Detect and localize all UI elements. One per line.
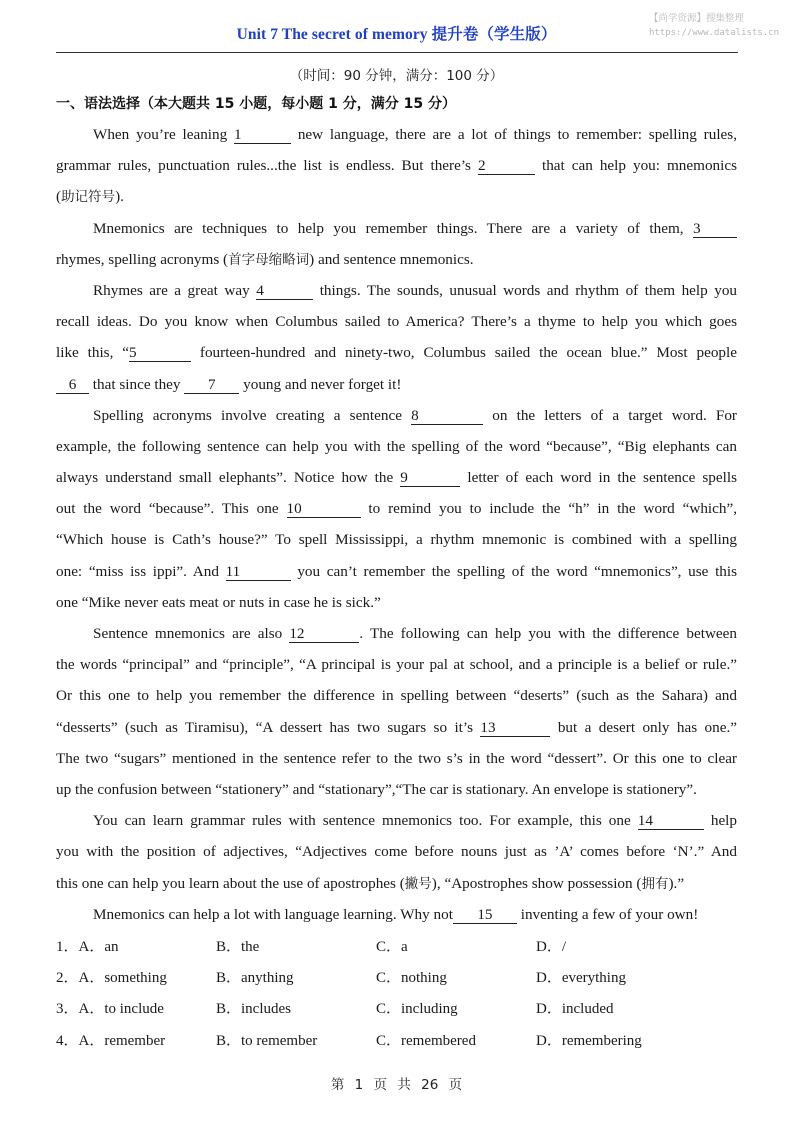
passage-line: the words “principal” and “principle”, “A principal is your pal at school, and a principle is a belief or rule.” bbox=[56, 656, 737, 674]
question-row bbox=[56, 963, 737, 994]
option-d[interactable]: D．remembering bbox=[536, 1032, 642, 1049]
watermark-url: https://www.datalists.cn bbox=[648, 28, 779, 38]
question-row bbox=[56, 1026, 737, 1057]
blank-5[interactable]: 5 bbox=[129, 344, 191, 362]
passage-line: grammar rules, punctuation rules...the list is endless. But there’s 2 that can help you: mnemonics bbox=[56, 157, 737, 175]
passage-line: You can learn grammar rules with sentence mnemonics too. For example, this one 14 help bbox=[93, 812, 737, 830]
passage-line: Rhymes are a great way 4 things. The sounds, unusual words and rhythm of them help you bbox=[93, 281, 738, 299]
passage-line: recall ideas. Do you know when Columbus sailed to America? There’s a thyme to help you which goes bbox=[56, 313, 737, 331]
passage-line: “desserts” (such as Tiramisu), “A dessert has two sugars so it’s 13 but a desert only has one.” bbox=[56, 718, 737, 736]
passage-line: rhymes, spelling acronyms (首字母缩略词) and sentence mnemonics. bbox=[56, 250, 474, 268]
blank-11[interactable]: 11 bbox=[226, 563, 291, 581]
blank-15[interactable]: 15 bbox=[453, 906, 517, 924]
blank-13[interactable]: 13 bbox=[480, 719, 550, 737]
header-divider bbox=[56, 52, 738, 53]
document-title: Unit 7 The secret of memory 提升卷（学生版） bbox=[236, 26, 557, 43]
passage-line: one “Mike never eats meat or nuts in case he is sick.” bbox=[56, 593, 381, 611]
blank-6[interactable]: 6 bbox=[56, 376, 89, 394]
option-a[interactable]: 3．A．to include bbox=[56, 1001, 164, 1018]
blank-9[interactable]: 9 bbox=[400, 469, 460, 487]
passage-line: like this, “5 fourteen-hundred and ninety-two, Columbus sailed the ocean blue.” Most people bbox=[56, 344, 737, 362]
passage-line: always understand small elephants”. Notice how the 9 letter of each word in the sentence spells bbox=[56, 469, 737, 487]
option-d[interactable]: D．everything bbox=[536, 970, 626, 987]
option-a[interactable]: 1．A．an bbox=[56, 939, 119, 955]
passage-line: Spelling acronyms involve creating a sentence 8 on the letters of a target word. For bbox=[93, 406, 737, 424]
passage bbox=[56, 119, 737, 930]
passage-line: (助记符号). bbox=[56, 188, 124, 206]
watermark bbox=[649, 12, 779, 40]
passage-line: this one can help you learn about the use of apostrophes (撇号), “Apostrophes show possession (拥有).” bbox=[56, 874, 685, 892]
passage-line: Mnemonics are techniques to help you remember things. There are a variety of them, 3 bbox=[56, 213, 737, 244]
option-c[interactable]: C．remembered bbox=[376, 1032, 476, 1049]
option-d[interactable]: D．included bbox=[536, 1001, 614, 1018]
passage-line: one: “miss iss ippi”. And 11 you can’t remember the spelling of the word “mnemonics”, use this bbox=[56, 562, 738, 580]
blank-7[interactable]: 7 bbox=[184, 376, 239, 394]
exam-time-info: （时间：90 分钟，满分：100 分） bbox=[289, 68, 504, 84]
passage-line: out the word “because”. This one 10 to remind you to include the “h” in the word “which”, bbox=[56, 500, 738, 518]
option-c[interactable]: C．including bbox=[376, 1001, 458, 1018]
page-number: 第 1 页 共 26 页 bbox=[330, 1077, 463, 1093]
option-a[interactable]: 2．A．something bbox=[56, 970, 167, 987]
blank-10[interactable]: 10 bbox=[287, 500, 361, 518]
passage-line: When you’re leaning 1 new language, there are a lot of things to remember: spelling rules, bbox=[93, 126, 737, 143]
passage-line: “Which house is Cath’s house?” To spell Mississippi, a rhythm mnemonic is combined with a spelling bbox=[56, 531, 737, 549]
option-b[interactable]: B．to remember bbox=[216, 1032, 318, 1049]
option-b[interactable]: B．anything bbox=[216, 970, 294, 987]
passage-line: Mnemonics can help a lot with language learning. Why not 15 inventing a few of your own! bbox=[93, 905, 699, 923]
passage-line: up the confusion between “stationery” and “stationary”,“The car is stationary. An envelope is stationery”. bbox=[56, 780, 697, 798]
blank-14[interactable]: 14 bbox=[638, 812, 704, 830]
blank-1[interactable]: 1 bbox=[234, 126, 291, 144]
option-d[interactable]: D．/ bbox=[536, 939, 567, 955]
option-b[interactable]: B．includes bbox=[216, 1001, 291, 1018]
question-row bbox=[56, 994, 737, 1025]
blank-4[interactable]: 4 bbox=[256, 282, 313, 300]
option-c[interactable]: C．nothing bbox=[376, 970, 447, 987]
blank-3[interactable]: 3 bbox=[693, 220, 737, 238]
option-a[interactable]: 4．A．remember bbox=[56, 1032, 166, 1049]
passage-line: The two “sugars” mentioned in the sentence refer to the two s’s in the word “dessert”. Or this one to clear bbox=[56, 749, 737, 767]
section-heading: 一、语法选择（本大题共 15 小题，每小题 1 分，满分 15 分） bbox=[56, 96, 456, 112]
question-row bbox=[56, 932, 737, 963]
watermark-source: 【尚学资源】搜集整理 bbox=[648, 13, 744, 24]
blank-12[interactable]: 12 bbox=[289, 625, 359, 643]
question-list bbox=[56, 932, 737, 1057]
blank-8[interactable]: 8 bbox=[411, 407, 483, 425]
passage-line: you with the position of adjectives, “Adjectives come before nouns just as ’A’ comes before ‘N’.” And bbox=[56, 843, 737, 861]
passage-line: example, the following sentence can help you with the spelling of the word “because”, “Big elephants can bbox=[56, 437, 737, 455]
passage-line: Sentence mnemonics are also 12 . The following can help you with the difference between bbox=[93, 625, 737, 642]
option-c[interactable]: C．a bbox=[376, 939, 408, 955]
option-b[interactable]: B．the bbox=[216, 939, 260, 955]
blank-2[interactable]: 2 bbox=[478, 157, 535, 175]
passage-line: 6 that since they 7 young and never forget it! bbox=[56, 369, 737, 400]
passage-line: Or this one to help you remember the difference in spelling between “deserts” (such as the Sahara) and bbox=[56, 687, 737, 705]
